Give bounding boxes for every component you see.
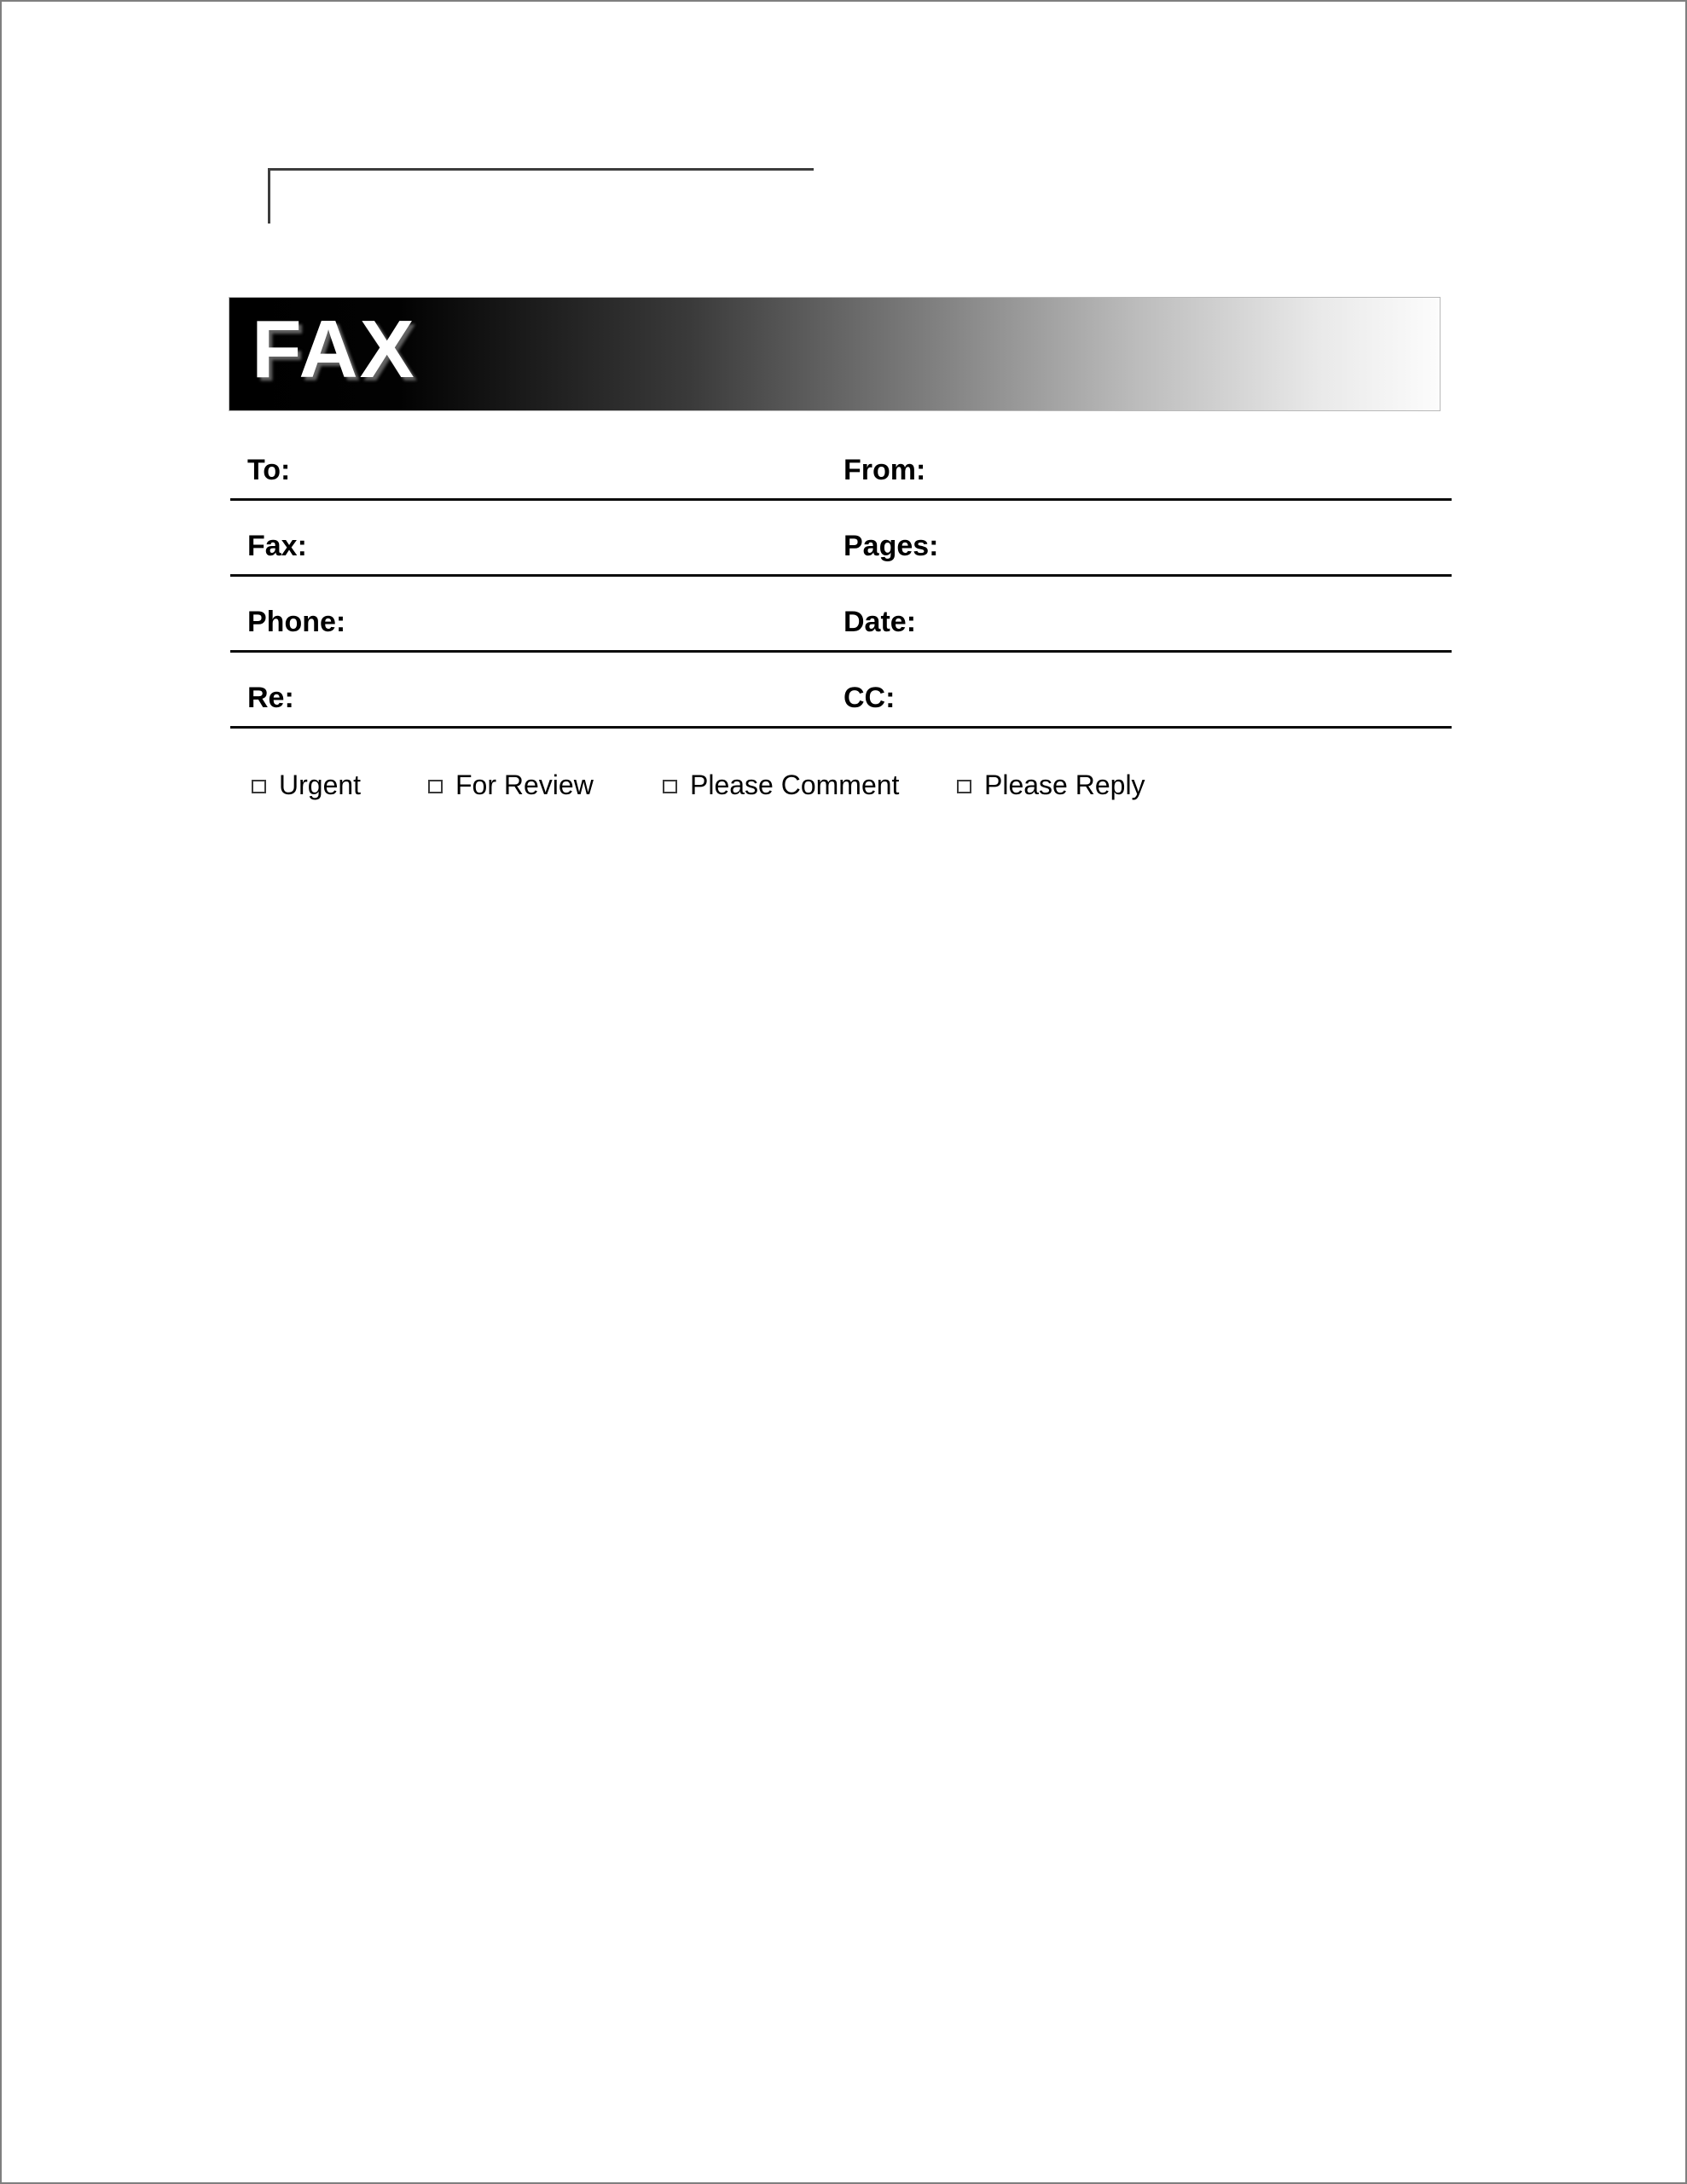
urgent-label: Urgent [279, 769, 362, 800]
checkbox-item-for-review[interactable] [428, 767, 594, 803]
field-row-fax-pages[interactable] [230, 501, 1452, 577]
date-label: Date: [844, 606, 917, 638]
re-label: Re: [247, 682, 294, 714]
from-label: From: [844, 454, 926, 486]
field-row-to-from[interactable] [230, 425, 1452, 501]
fax-banner [229, 297, 1441, 411]
please-reply-label: Please Reply [984, 769, 1145, 800]
field-row-phone-date[interactable] [230, 577, 1452, 653]
please-reply-checkbox-icon[interactable] [957, 780, 971, 793]
for-review-checkbox-icon[interactable] [428, 780, 443, 793]
urgent-checkbox-icon[interactable] [252, 780, 266, 793]
phone-label: Phone: [247, 606, 346, 638]
corner-bracket [268, 168, 814, 224]
please-comment-label: Please Comment [690, 769, 900, 800]
checkbox-item-please-reply[interactable] [957, 767, 1145, 803]
to-label: To: [247, 454, 291, 486]
cc-label: CC: [844, 682, 896, 714]
checkbox-row [230, 767, 1452, 803]
field-row-re-cc[interactable] [230, 653, 1452, 729]
pages-label: Pages: [844, 530, 939, 562]
fax-title: FAX [252, 304, 416, 395]
please-comment-checkbox-icon[interactable] [663, 780, 677, 793]
checkbox-item-urgent[interactable] [252, 767, 361, 803]
fax-label: Fax: [247, 530, 307, 562]
fields-section [230, 425, 1452, 729]
for-review-label: For Review [455, 769, 594, 800]
checkbox-item-please-comment[interactable] [663, 767, 899, 803]
